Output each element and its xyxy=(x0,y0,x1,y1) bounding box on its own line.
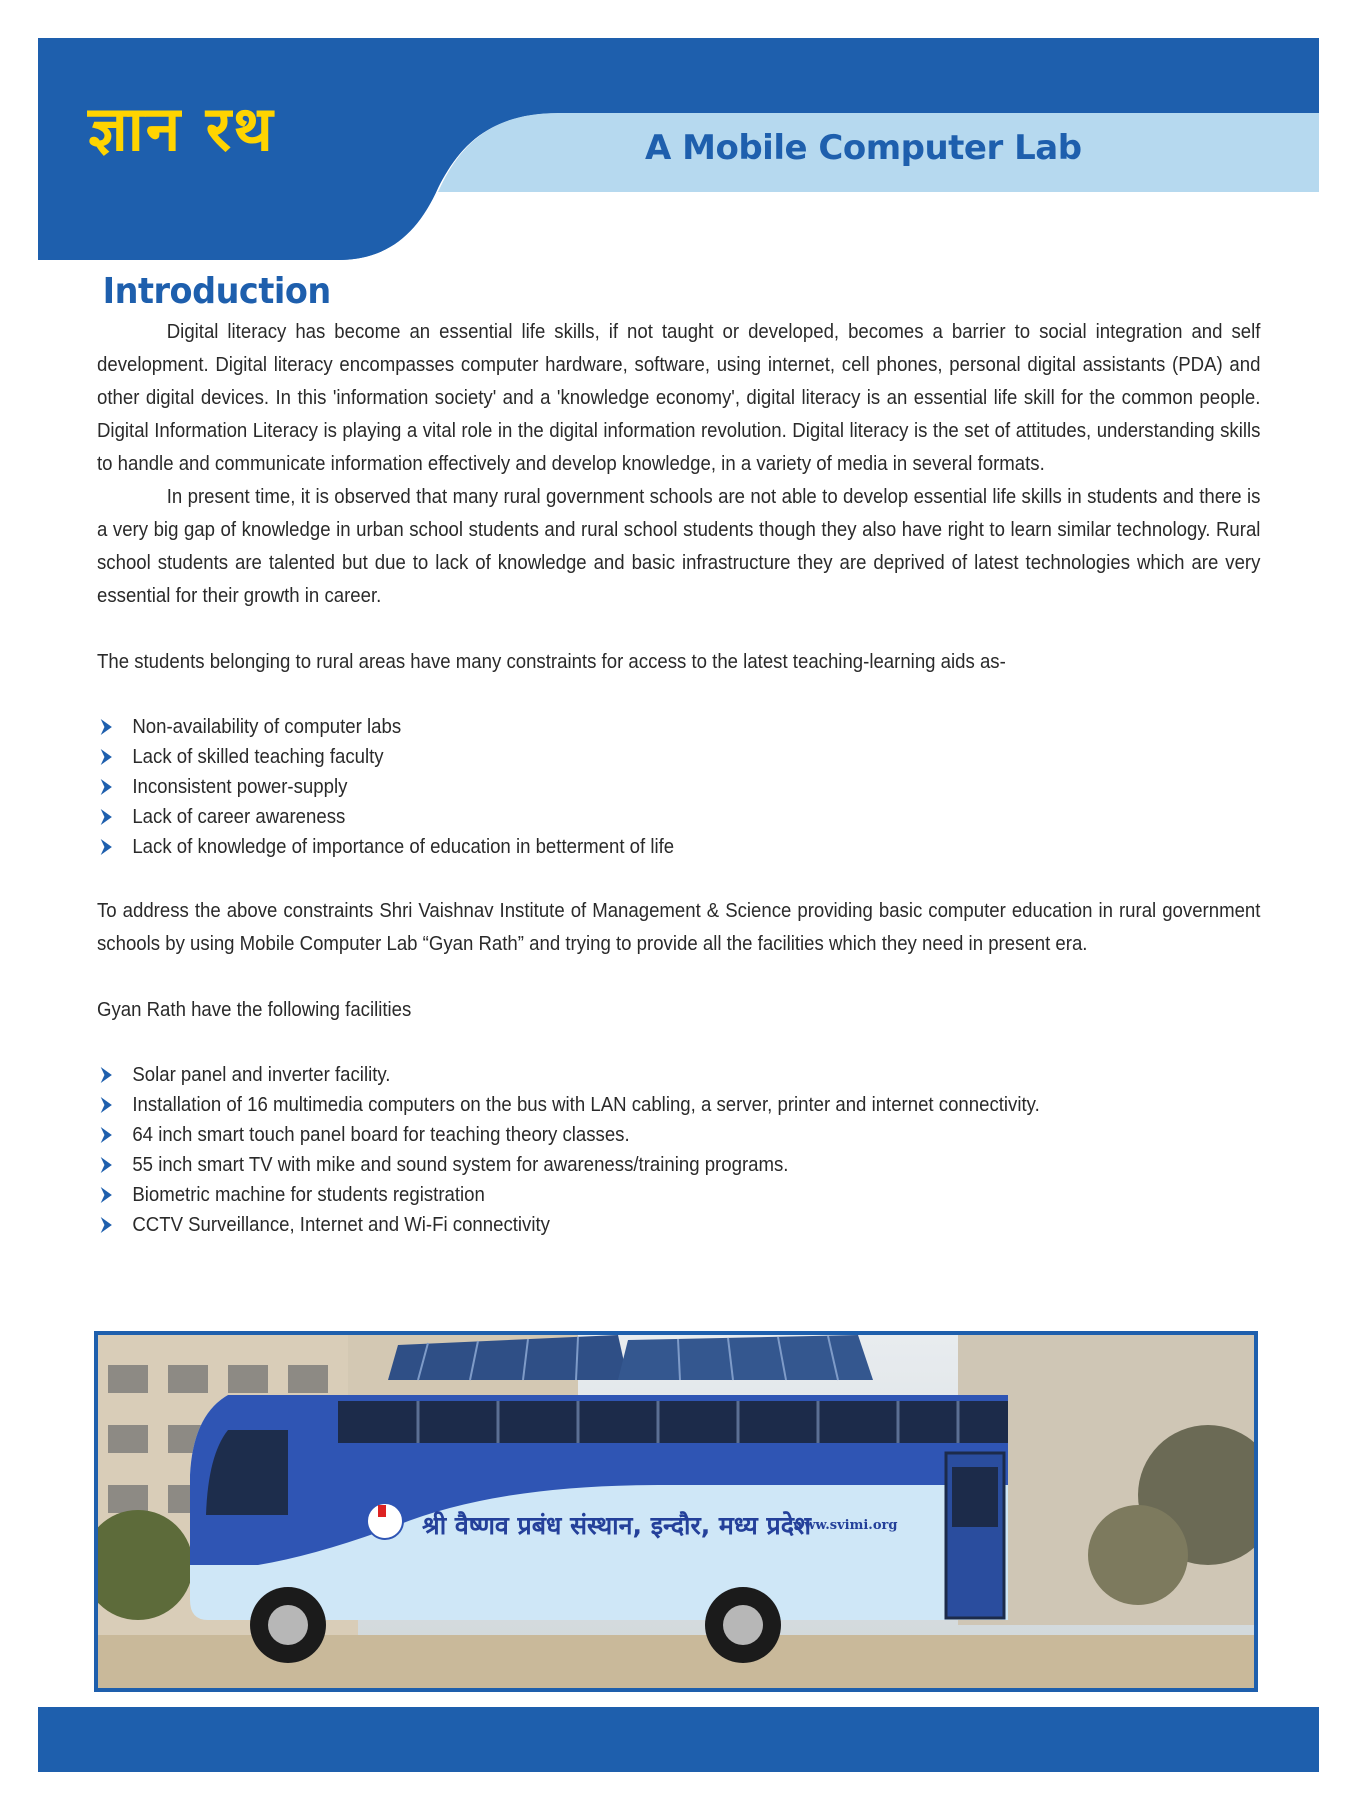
list-item: Lack of knowledge of importance of education in betterment of life xyxy=(97,832,1260,862)
list-item: Lack of career awareness xyxy=(97,802,1260,832)
brand-title-hindi: ज्ञान रथ xyxy=(88,92,275,165)
address-paragraph: To address the above constraints Shri Vaishnav Institute of Management & Science providing basic computer education in rural government schools by using Mobile Computer Lab “Gyan Rath” and trying to provide all the facilities which they need in present era. xyxy=(97,900,1261,955)
list-item: 55 inch smart TV with mike and sound system for awareness/training programs. xyxy=(97,1150,1260,1180)
constraints-list xyxy=(97,712,1260,862)
list-item: Non-availability of computer labs xyxy=(97,712,1260,742)
chevron-right-icon xyxy=(99,1187,114,1203)
chevron-right-icon xyxy=(99,1217,114,1233)
chevron-right-icon xyxy=(99,839,114,855)
list-item: Inconsistent power-supply xyxy=(97,772,1260,802)
facilities-list xyxy=(97,1060,1260,1240)
header-banner xyxy=(38,38,1319,260)
constraints-intro: The students belonging to rural areas have many constraints for access to the latest teaching-learning aids as- xyxy=(97,651,1006,673)
chevron-right-icon xyxy=(99,749,114,765)
list-item: CCTV Surveillance, Internet and Wi-Fi connectivity xyxy=(97,1210,1260,1240)
chevron-right-icon xyxy=(99,1157,114,1173)
chevron-right-icon xyxy=(99,809,114,825)
chevron-right-icon xyxy=(99,1097,114,1113)
chevron-right-icon xyxy=(99,779,114,795)
chevron-right-icon xyxy=(99,719,114,735)
list-item: 64 inch smart touch panel board for teaching theory classes. xyxy=(97,1120,1260,1150)
intro-paragraph-2: In present time, it is observed that many rural government schools are not able to develop essential life skills in students and there is a very big gap of knowledge in urban school students and rural school students though they also have right to learn similar technology. Rural school students are talented but due to lack of knowledge and basic infrastructure they are deprived of latest technologies which are very essential for their growth in career. xyxy=(97,486,1261,607)
bus-photo xyxy=(94,1331,1258,1692)
page-subtitle: A Mobile Computer Lab xyxy=(645,128,1082,168)
facilities-intro: Gyan Rath have the following facilities xyxy=(97,999,412,1021)
list-item: Biometric machine for students registration xyxy=(97,1180,1260,1210)
list-item: Solar panel and inverter facility. xyxy=(97,1060,1260,1090)
bus-text-hindi: श्री वैष्णव प्रबंध संस्थान, इन्दौर, मध्य प्रदेश xyxy=(422,1511,811,1540)
footer-bar xyxy=(38,1707,1319,1772)
section-heading: Introduction xyxy=(102,271,331,312)
main-content xyxy=(97,270,1261,1240)
chevron-right-icon xyxy=(99,1127,114,1143)
intro-paragraph-1: Digital literacy has become an essential life skills, if not taught or developed, becomes a barrier to social integration and self development. Digital literacy encompasses computer hardware, software, using internet, cell phones, personal digital assistants (PDA) and other digital devices. In this 'information society' and a 'knowledge economy', digital literacy is an essential life skill for the common people. Digital Information Literacy is playing a vital role in the digital information revolution. Digital literacy is the set of attitudes, understanding skills to handle and communicate information effectively and develop knowledge, in a variety of media in several formats. xyxy=(97,321,1261,475)
chevron-right-icon xyxy=(99,1067,114,1083)
list-item: Installation of 16 multimedia computers on the bus with LAN cabling, a server, printer and internet connectivity. xyxy=(97,1090,1260,1120)
bus-website: www.svimi.org xyxy=(793,1518,898,1533)
list-item: Lack of skilled teaching faculty xyxy=(97,742,1260,772)
